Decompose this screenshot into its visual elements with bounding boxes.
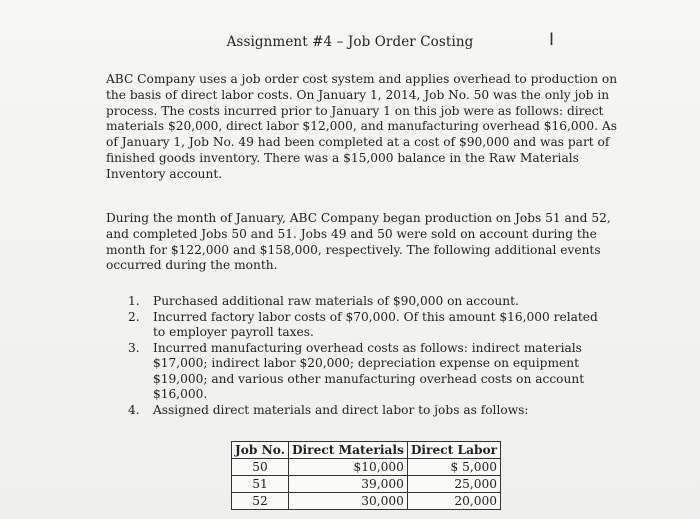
list-item-text: Assigned direct materials and direct labor to jobs as follows: bbox=[153, 402, 529, 417]
january-paragraph: During the month of January, ABC Company began production on Jobs 51 and 52, and completed Jobs 50 and 51. Jobs 49 and 50 were sold on account during the month for $122,000 and $158,000, respectively. The following additional events occurred during the month. bbox=[106, 211, 611, 273]
direct-materials-cell: 30,000 bbox=[288, 493, 407, 510]
table-row bbox=[232, 493, 501, 510]
job-no-cell: 51 bbox=[232, 476, 289, 493]
list-item-number: 1. bbox=[128, 294, 140, 308]
jobs-cost-table bbox=[231, 441, 501, 510]
direct-labor-cell: 20,000 bbox=[407, 493, 500, 510]
table-row bbox=[232, 459, 501, 476]
list-item-number: 4. bbox=[128, 402, 140, 417]
text-cursor-icon: I bbox=[549, 30, 555, 50]
table-header-row bbox=[232, 442, 501, 459]
list-item bbox=[128, 341, 598, 403]
job-no-cell: 50 bbox=[232, 459, 289, 476]
list-item-number: 3. bbox=[128, 340, 140, 355]
list-item bbox=[128, 294, 598, 310]
column-header-job-no: Job No. bbox=[232, 442, 289, 459]
list-item bbox=[128, 310, 598, 341]
events-list bbox=[128, 294, 598, 418]
list-item-text: Purchased additional raw materials of $90,000 on account. bbox=[153, 294, 519, 308]
list-item-text: Incurred manufacturing overhead costs as follows: indirect materials $17,000; indirect labor $20,000; depreciation expense on equipment $19,000; and various other manufacturing overhead costs on account $16,000. bbox=[153, 340, 585, 401]
column-header-direct-labor: Direct Labor bbox=[407, 442, 500, 459]
direct-labor-cell: 25,000 bbox=[407, 476, 500, 493]
list-item-text: Incurred factory labor costs of $70,000. Of this amount $16,000 related to employer payroll taxes. bbox=[153, 309, 598, 339]
direct-materials-cell: $10,000 bbox=[288, 459, 407, 476]
column-header-direct-materials: Direct Materials bbox=[288, 442, 407, 459]
direct-labor-cell: $ 5,000 bbox=[407, 459, 500, 476]
job-no-cell: 52 bbox=[232, 493, 289, 510]
list-item-number: 2. bbox=[128, 309, 140, 324]
page-title: Assignment #4 – Job Order Costing bbox=[226, 34, 474, 50]
intro-paragraph: ABC Company uses a job order cost system and applies overhead to production on the basis of direct labor costs. On January 1, 2014, Job No. 50 was the only job in process. The costs incurred prior to January 1 on this job were as follows: direct materials $20,000, direct labor $12,000, and manufacturing overhead $16,000. As of January 1, Job No. 49 had been completed at a cost of $90,000 and was part of finished goods inventory. There was a $15,000 balance in the Raw Materials Inventory account. bbox=[106, 72, 618, 181]
list-item bbox=[128, 403, 598, 419]
direct-materials-cell: 39,000 bbox=[288, 476, 407, 493]
table-row bbox=[232, 476, 501, 493]
